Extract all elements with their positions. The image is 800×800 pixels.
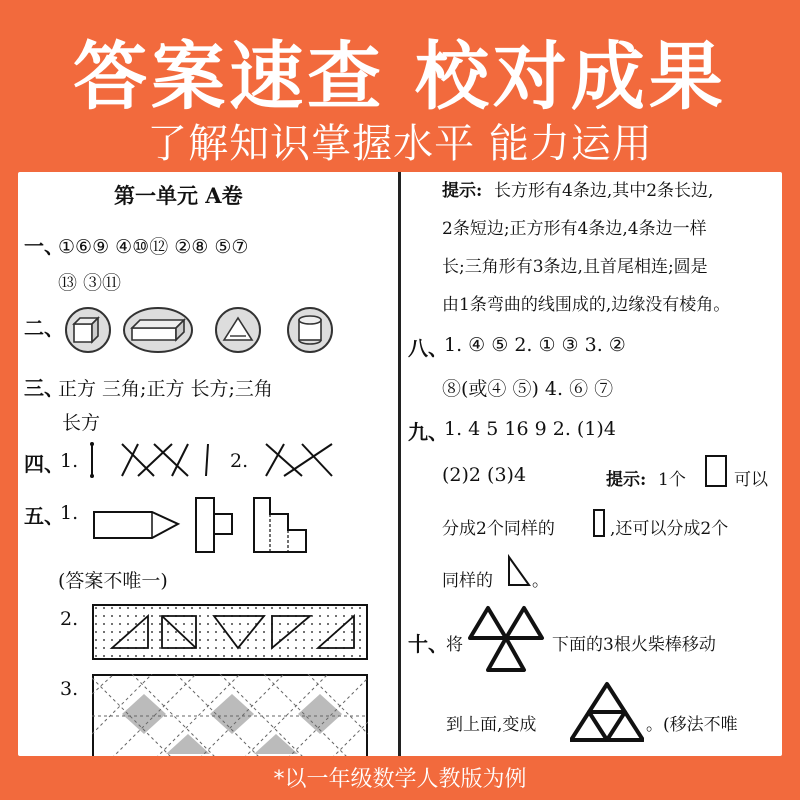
q4-part1-matching-lines [88, 440, 218, 480]
q9-hint-text-b: 可以 [734, 470, 768, 490]
banner-title: 答案速查 校对成果 [73, 34, 727, 120]
q9-hint-label: 提示: [606, 470, 647, 490]
column-divider [398, 172, 401, 756]
q4-part2-number: 2. [230, 450, 249, 472]
q10-text-a: 将 [446, 635, 463, 655]
hint-line4: 由1条弯曲的线围成的,边缘没有棱角。 [442, 295, 731, 315]
q5-part2-dot-grid-figure [92, 604, 368, 660]
q5-part1-number: 1. [60, 502, 79, 524]
thin-rectangle-shape-icon [592, 508, 608, 538]
cube-shape-icon [66, 308, 110, 352]
triangular-prism-shape-icon [216, 308, 260, 352]
q2-solid-shapes-figure [58, 306, 378, 354]
q5-label: 五、 [24, 504, 64, 528]
hint-line2: 2条短边;正方形有4条边,4条边一样 [442, 219, 707, 239]
q1-answer-line1: ①⑥⑨ ④⑩⑫ ②⑧ ⑤⑦ [58, 236, 249, 258]
q10-text-d: 。(移法不唯 [646, 715, 738, 735]
footer-note: *以一年级数学人教版为例 [273, 767, 527, 792]
q3-label: 三、 [24, 376, 64, 400]
q9-answer-line2: (2)2 (3)4 [442, 464, 527, 486]
q5-part3-number: 3. [60, 678, 79, 700]
matchstick-triangles-before-figure [466, 604, 550, 678]
q10-text-c: 到上面,变成 [446, 715, 537, 735]
q1-label: 一、 [24, 234, 64, 258]
cylinder-shape-icon [288, 308, 332, 352]
right-triangle-shape-icon [506, 554, 532, 588]
q10-label: 十、 [408, 632, 448, 656]
answer-sheet [18, 172, 782, 756]
q8-answer-line1: 1. ④ ⑤ 2. ① ③ 3. ② [444, 334, 626, 356]
q9-hint-text-a: 1个 [658, 470, 686, 490]
q9-hint-text-c: 分成2个同样的 [442, 519, 555, 539]
hint-line1: 长方形有4条边,其中2条长边, [494, 181, 714, 201]
banner-subtitle: 了解知识掌握水平 能力运用 [147, 121, 653, 167]
q2-label: 二、 [24, 316, 64, 340]
q3-answer-line2: 长方 [62, 412, 101, 434]
q3-answer-line1: 正方 三角;正方 长方;三角 [58, 378, 273, 400]
unit-title: 第一单元 A卷 [114, 183, 243, 208]
q9-hint-text-d: ,还可以分成2个 [610, 519, 729, 539]
q4-part1-number: 1. [60, 450, 79, 472]
q9-hint-text-f: 。 [532, 571, 549, 591]
q8-answer-line2: ⑧(或④ ⑤) 4. ⑥ ⑦ [442, 378, 614, 400]
q1-answer-line2: ⑬ ③⑪ [58, 272, 122, 294]
hint-line3: 长;三角形有3条边,且首尾相连;圆是 [442, 257, 708, 277]
q9-hint-text-e: 同样的 [442, 571, 493, 591]
rectangle-shape-icon [704, 454, 728, 488]
q5-part3-tiling-figure [92, 674, 368, 756]
q10-text-b: 下面的3根火柴棒移动 [552, 635, 716, 655]
q9-answer-line1: 1. 4 5 16 9 2. (1)4 [444, 418, 616, 440]
q5-part2-number: 2. [60, 608, 79, 630]
q9-label: 九、 [408, 420, 448, 444]
q5-note: (答案不唯一) [58, 570, 168, 592]
hint-label: 提示: [442, 181, 483, 201]
cuboid-shape-icon [124, 308, 192, 352]
q8-label: 八、 [408, 336, 448, 360]
q4-part2-matching-lines [262, 440, 342, 480]
matchstick-triangles-after-figure [570, 680, 644, 744]
q5-part1-shape-drawings [92, 492, 332, 556]
q4-label: 四、 [24, 452, 64, 476]
